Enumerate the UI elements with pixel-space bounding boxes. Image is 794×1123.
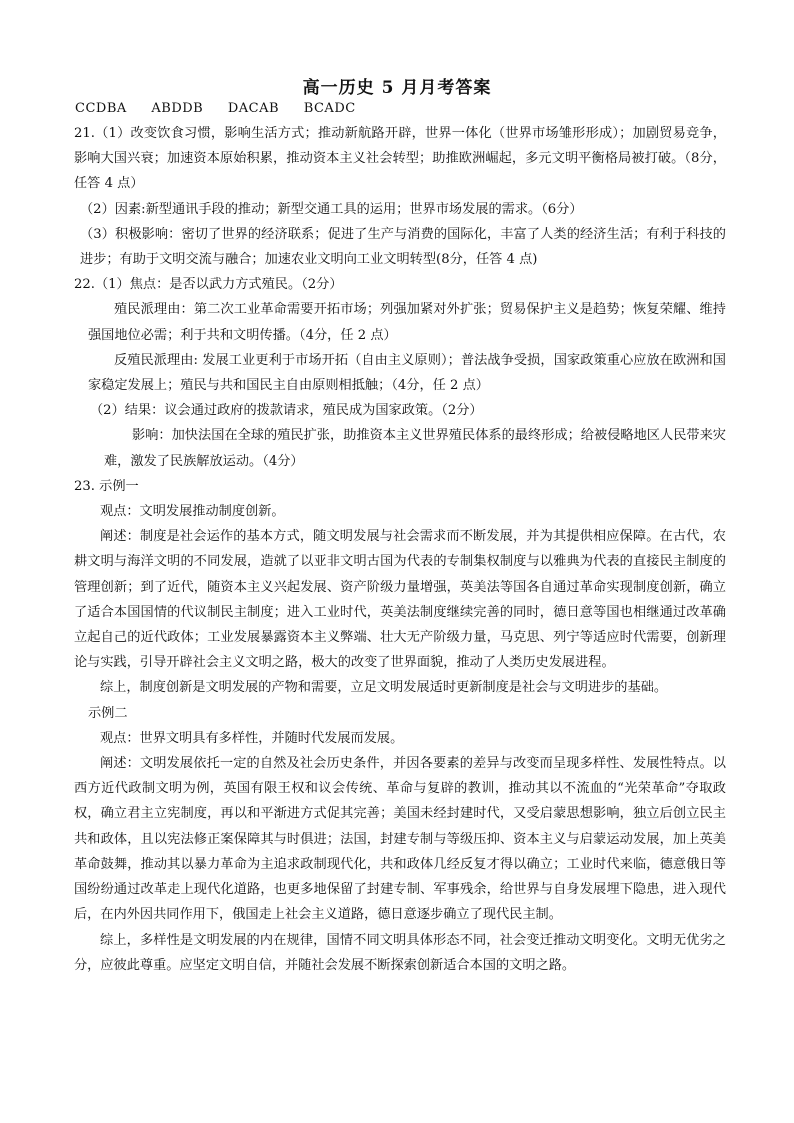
- q23-example1-summary: 综上，制度创新是文明发展的产物和需要，立足文明发展适时更新制度是社会与文明进步的基础。: [100, 680, 668, 696]
- q21-part3: （3）积极影响：密切了世界的经济联系；促进了生产与消费的国际化，丰富了人类的经济生活；有利于科技的进步；有助于文明交流与融合；加速农业文明向工业文明转型(8分，任答 4 点): [80, 226, 726, 268]
- q21-part2: （2）因素:新型通讯手段的推动；新型交通工具的运用；世界市场发展的需求。（6分）: [80, 201, 583, 217]
- q22-part2-result: （2）结果：议会通过政府的拨款请求，殖民成为国家政策。（2分）: [90, 403, 483, 419]
- q22-colonial-reasons: 殖民派理由：第二次工业革命需要开拓市场；列强加紧对外扩张；贸易保护主义是趋势；恢复荣耀、维持强国地位必需；利于共和文明传播。（4分，任 2 点）: [88, 302, 726, 343]
- q23-example2-summary: 综上，多样性是文明发展的内在规律，国情不同文明具体形态不同，社会变迁推动文明变化。文明无优劣之分，应彼此尊重。应坚定文明自信，并随社会发展不断探索创新适合本国的文明之路。: [74, 932, 726, 973]
- q22-influence: 影响：加快法国在全球的殖民扩张，助推资本主义世界殖民体系的最终形成；给被侵略地区人民带来灾难，激发了民族解放运动。（4分）: [104, 428, 726, 469]
- q23-heading: 23. 示例一: [74, 478, 139, 494]
- answer-content: [74, 121, 726, 978]
- q23-example2-explain: 阐述：文明发展依托一定的自然及社会历史条件，并因各要素的差异与改变而呈现多样性、发展性特点。以西方近代政制文明为例，英国有限王权和议会传统、革命与复辟的教训，推动其以不流血的“光荣革命”夺取政权，确立君主立宪制度，再以和平渐进方式促其完善；美国未经封建时代，又受启蒙思想影响，独立后创立民主共和政体，且以宪法修正案保障其与时俱进；法国，封建专制与等级压抑、资本主义与启蒙运动发展，加上英美革命鼓舞，推动其以暴力革命为主追求政制现代化，共和政体几经反复才得以确立；工业时代来临，德意俄日等国纷纷通过改革走上现代化道路，也更多地保留了封建专制、军事残余，给世界与自身发展埋下隐患，进入现代后，在内外因共同作用下，俄国走上社会主义道路，德日意逐步确立了现代民主制。: [74, 756, 726, 923]
- q23-example1-explain: 阐述：制度是社会运作的基本方式，随文明发展与社会需求而不断发展，并为其提供相应保障。在古代，农耕文明与海洋文明的不同发展，造就了以亚非文明古国为代表的专制集权制度与以雅典为代表的直接民主制度的管理创新；到了近代，随资本主义兴起发展、资产阶级力量增强，英美法等国各自通过革命实现制度创新，确立了适合本国国情的代议制民主制度；进入工业时代，英美法制度继续完善的同时，德日意等国也相继通过改革确立起自己的近代政体；工业发展暴露资本主义弊端、壮大无产阶级力量，马克思、列宁等适应时代需要，创新理论与实践，引导开辟社会主义文明之路，极大的改变了世界面貌，推动了人类历史发展进程。: [74, 529, 726, 671]
- q23-example2-view: 观点：世界文明具有多样性，并随时代发展而发展。: [100, 730, 404, 746]
- q23-example2-heading: 示例二: [88, 705, 128, 721]
- q22-anti-colonial-reasons: 反殖民派理由: 发展工业更利于市场开拓（自由主义原则）；普法战争受损，国家政策重心应放在欧洲和国家稳定发展上；殖民与共和国民主自由原则相抵触；（4分，任 2 点）: [88, 352, 726, 394]
- multiple-choice-answers: CCDBA ABDDB DACAB BCADC: [75, 101, 356, 116]
- document-title: 高一历史 5 月月考答案: [302, 78, 492, 98]
- q22-part1: 22.（1）焦点：是否以武力方式殖民。（2分）: [74, 277, 343, 293]
- q23-example1-view: 观点：文明发展推动制度创新。: [100, 504, 285, 520]
- q21-part1: 21.（1）改变饮食习惯，影响生活方式；推动新航路开辟，世界一体化（世界市场雏形形成）；加剧贸易竞争，影响大国兴衰；加速资本原始积累，推动资本主义社会转型；助推欧洲崛起，多元文明平衡格局被打破。（8分，任答 4 点）: [74, 126, 726, 192]
